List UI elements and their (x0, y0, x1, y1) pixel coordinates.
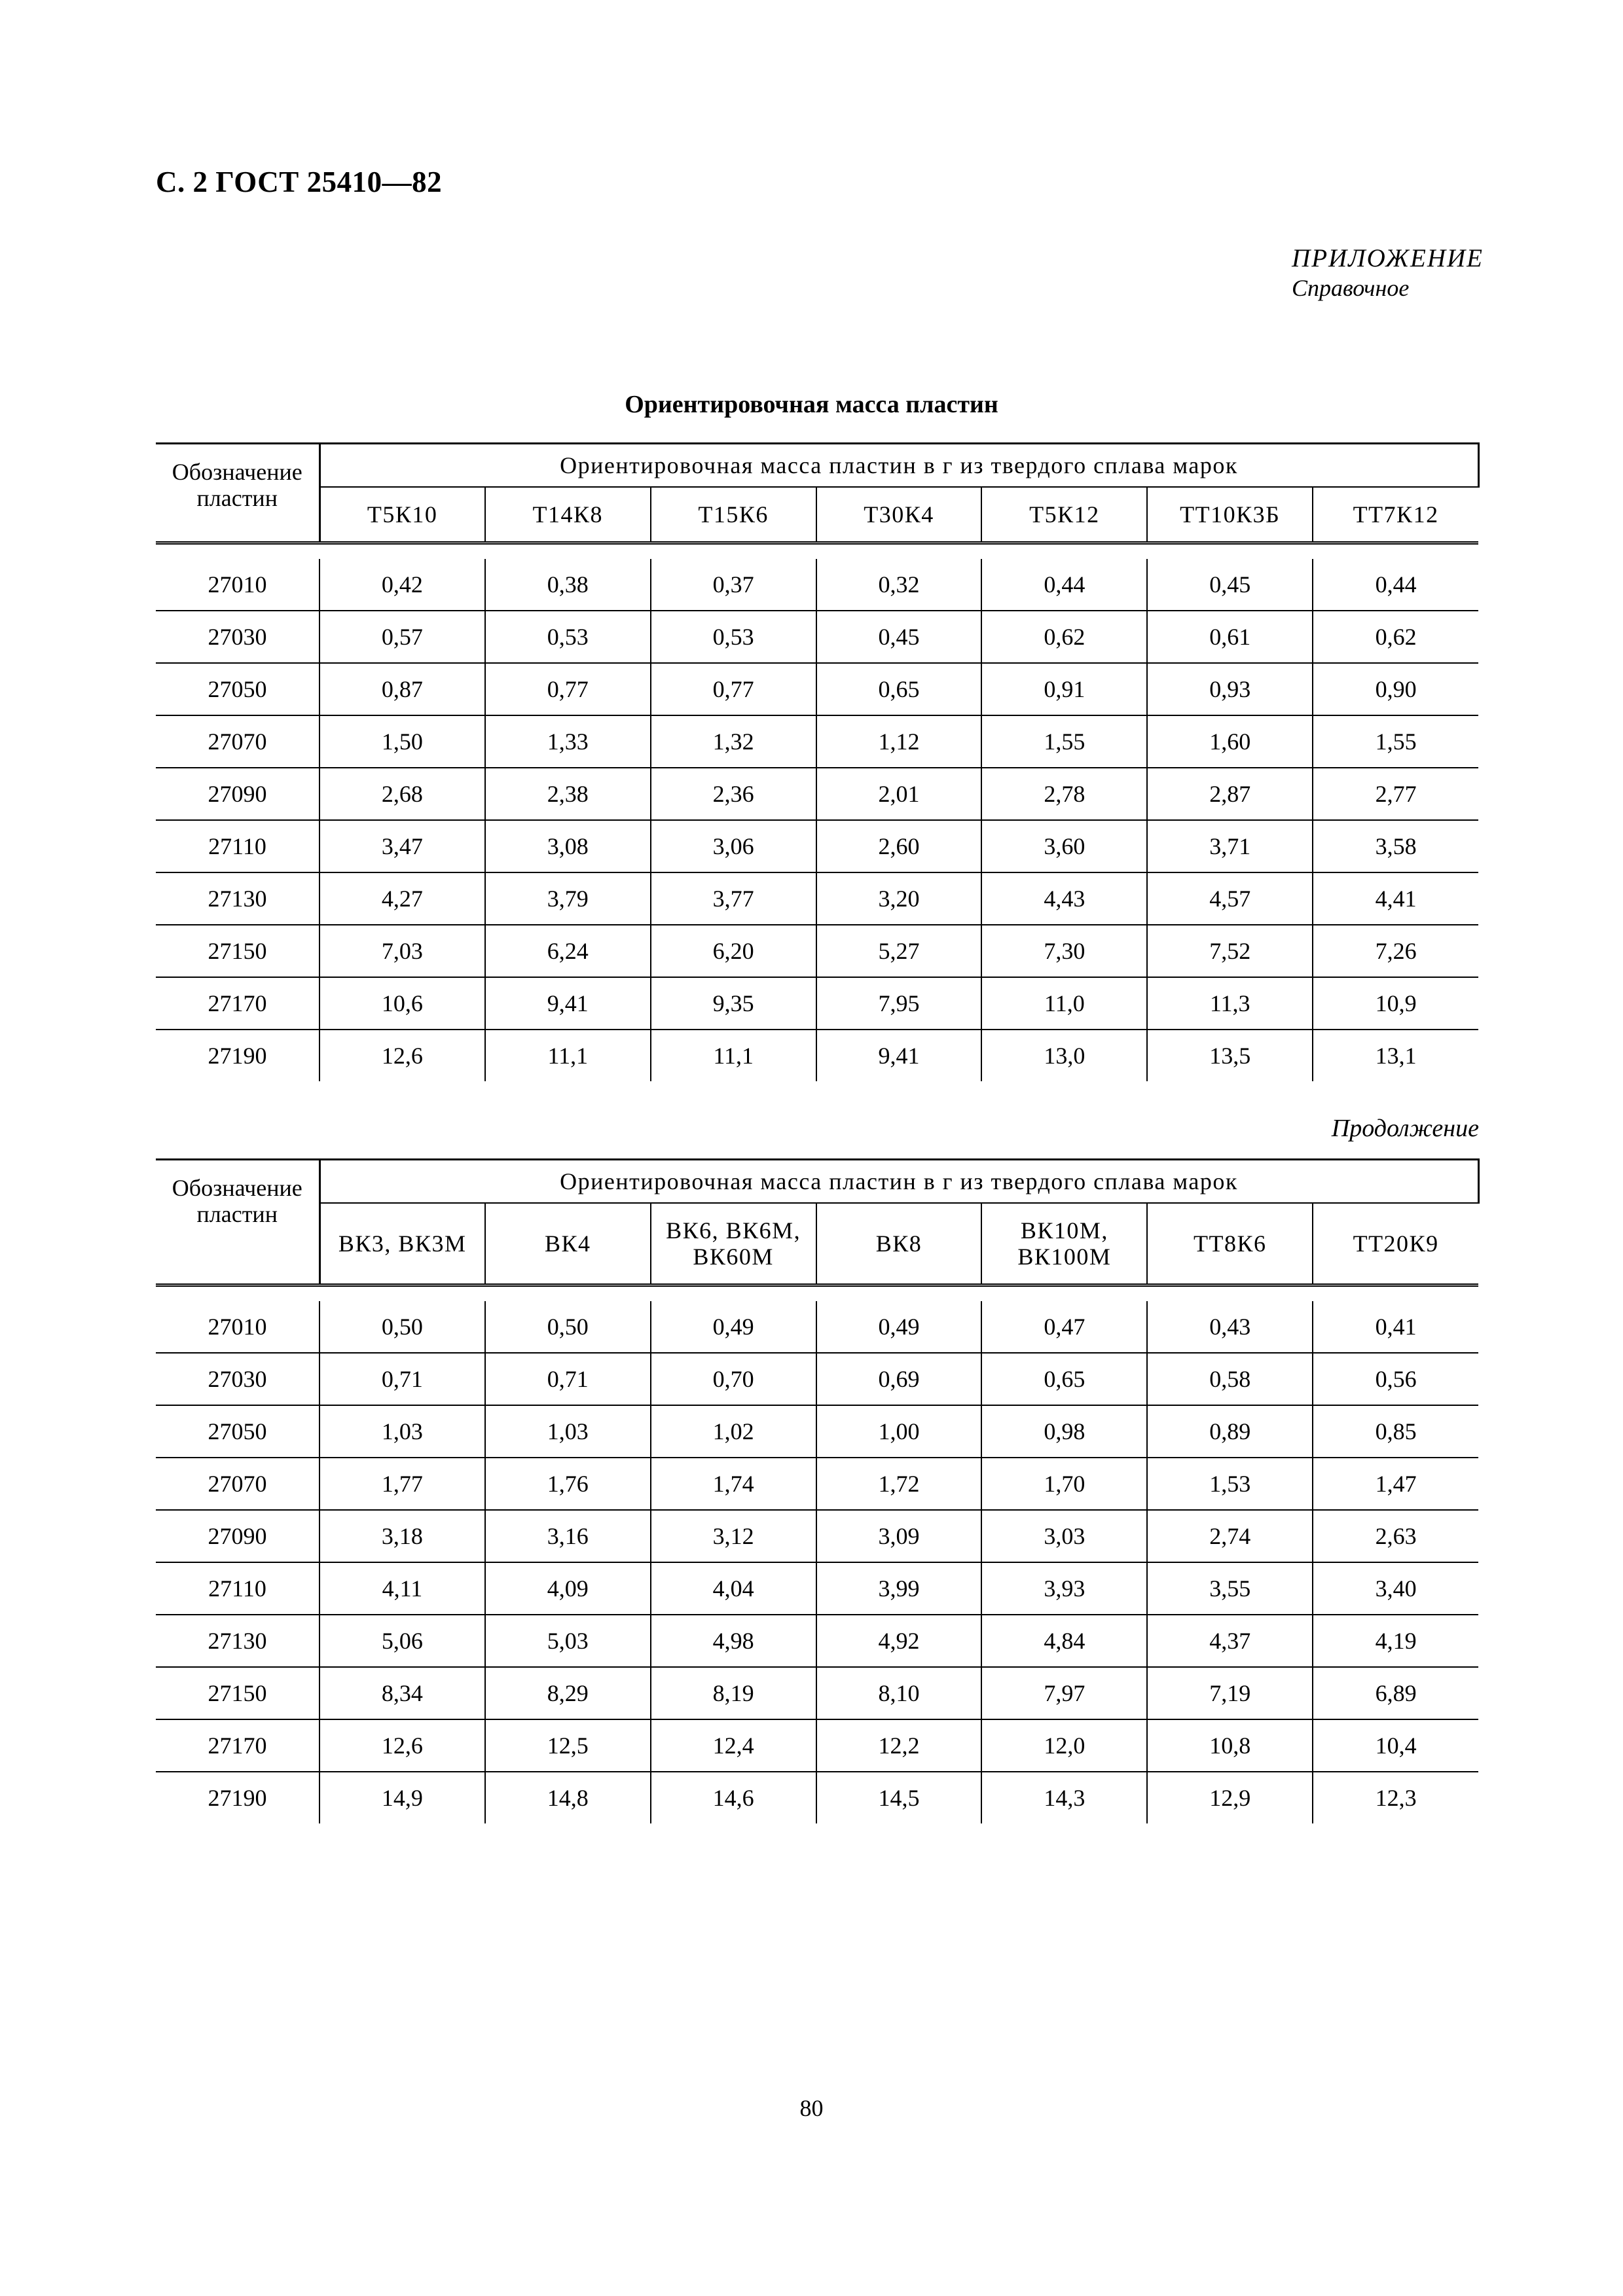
table-row (156, 768, 1478, 820)
grade-header-cell: Т5К10 (319, 487, 485, 543)
grade-header-cell: ВК4 (485, 1203, 651, 1285)
mass-value-cell: 3,03 (981, 1510, 1147, 1562)
mass-value-cell: 0,62 (981, 611, 1147, 663)
mass-value-cell: 7,30 (981, 925, 1147, 977)
mass-value-cell: 3,77 (651, 872, 816, 925)
mass-value-cell: 3,06 (651, 820, 816, 872)
mass-value-cell: 10,9 (1313, 977, 1478, 1030)
mass-value-cell: 3,60 (981, 820, 1147, 872)
group-header: Ориентировочная масса пластин в г из твердого сплава марок (319, 1160, 1478, 1204)
mass-value-cell: 2,74 (1147, 1510, 1313, 1562)
mass-value-cell: 12,4 (651, 1719, 816, 1772)
mass-value-cell: 0,77 (485, 663, 651, 715)
mass-value-cell: 10,8 (1147, 1719, 1313, 1772)
mass-value-cell: 14,3 (981, 1772, 1147, 1823)
table-row (156, 872, 1478, 925)
mass-value-cell: 4,11 (319, 1562, 485, 1615)
mass-value-cell: 2,38 (485, 768, 651, 820)
mass-value-cell: 7,97 (981, 1667, 1147, 1719)
grades-header-row (156, 487, 1478, 543)
mass-table-2 (156, 1158, 1480, 1823)
mass-value-cell: 4,27 (319, 872, 485, 925)
mass-value-cell: 9,41 (485, 977, 651, 1030)
mass-value-cell: 0,45 (816, 611, 982, 663)
table-title: Ориентировочная масса пластин (625, 391, 998, 418)
mass-value-cell: 1,72 (816, 1458, 982, 1510)
mass-value-cell: 0,32 (816, 559, 982, 611)
table-row (156, 1772, 1478, 1823)
mass-value-cell: 0,50 (319, 1301, 485, 1353)
mass-value-cell: 1,12 (816, 715, 982, 768)
page-number: 80 (799, 2095, 824, 2121)
mass-value-cell: 3,16 (485, 1510, 651, 1562)
grade-header-cell: ТТ7К12 (1313, 487, 1478, 543)
designation-cell: 27110 (156, 820, 319, 872)
grade-header-cell: Т5К12 (981, 487, 1147, 543)
designation-cell: 27170 (156, 1719, 319, 1772)
mass-value-cell: 4,43 (981, 872, 1147, 925)
mass-value-cell: 14,9 (319, 1772, 485, 1823)
table-row (156, 1458, 1478, 1510)
mass-value-cell: 0,37 (651, 559, 816, 611)
mass-value-cell: 3,79 (485, 872, 651, 925)
mass-value-cell: 0,85 (1313, 1405, 1478, 1458)
designation-cell: 27110 (156, 1562, 319, 1615)
mass-value-cell: 2,68 (319, 768, 485, 820)
mass-value-cell: 0,93 (1147, 663, 1313, 715)
table-body (156, 1285, 1478, 1824)
designation-cell: 27070 (156, 715, 319, 768)
mass-value-cell: 0,49 (816, 1301, 982, 1353)
grade-header-cell: Т15К6 (651, 487, 816, 543)
mass-value-cell: 4,98 (651, 1615, 816, 1667)
designation-header: Обозначение пластин (156, 1160, 319, 1285)
mass-value-cell: 1,74 (651, 1458, 816, 1510)
mass-value-cell: 3,08 (485, 820, 651, 872)
mass-value-cell: 1,50 (319, 715, 485, 768)
mass-value-cell: 4,41 (1313, 872, 1478, 925)
mass-value-cell: 0,50 (485, 1301, 651, 1353)
mass-value-cell: 1,47 (1313, 1458, 1478, 1510)
mass-value-cell: 1,76 (485, 1458, 651, 1510)
grade-header-cell: ТТ20К9 (1313, 1203, 1478, 1285)
table-row (156, 663, 1478, 715)
mass-value-cell: 0,65 (981, 1353, 1147, 1405)
mass-value-cell: 2,01 (816, 768, 982, 820)
table-row (156, 1301, 1478, 1353)
table-row (156, 1353, 1478, 1405)
grade-header-cell: ТТ8К6 (1147, 1203, 1313, 1285)
mass-value-cell: 11,1 (651, 1030, 816, 1081)
mass-value-cell: 0,44 (1313, 559, 1478, 611)
designation-cell: 27050 (156, 1405, 319, 1458)
appendix-sublabel: Справочное (1292, 275, 1410, 301)
designation-cell: 27190 (156, 1030, 319, 1081)
mass-value-cell: 4,57 (1147, 872, 1313, 925)
table-row (156, 925, 1478, 977)
table-row (156, 611, 1478, 663)
mass-value-cell: 12,5 (485, 1719, 651, 1772)
mass-value-cell: 0,43 (1147, 1301, 1313, 1353)
mass-value-cell: 2,87 (1147, 768, 1313, 820)
mass-value-cell: 3,55 (1147, 1562, 1313, 1615)
table-row (156, 1667, 1478, 1719)
mass-value-cell: 8,19 (651, 1667, 816, 1719)
mass-value-cell: 2,77 (1313, 768, 1478, 820)
designation-cell: 27050 (156, 663, 319, 715)
mass-value-cell: 0,87 (319, 663, 485, 715)
mass-value-cell: 12,6 (319, 1030, 485, 1081)
mass-value-cell: 0,77 (651, 663, 816, 715)
designation-cell: 27070 (156, 1458, 319, 1510)
grade-header-cell: ВК6, ВК6М, ВК60М (651, 1203, 816, 1285)
mass-value-cell: 1,53 (1147, 1458, 1313, 1510)
mass-value-cell: 9,35 (651, 977, 816, 1030)
table-row (156, 820, 1478, 872)
appendix-label: ПРИЛОЖЕНИЕ (1292, 244, 1484, 272)
mass-value-cell: 1,70 (981, 1458, 1147, 1510)
mass-value-cell: 0,65 (816, 663, 982, 715)
mass-value-cell: 9,41 (816, 1030, 982, 1081)
mass-value-cell: 3,12 (651, 1510, 816, 1562)
mass-value-cell: 0,56 (1313, 1353, 1478, 1405)
table-row (156, 1615, 1478, 1667)
mass-value-cell: 4,09 (485, 1562, 651, 1615)
mass-value-cell: 3,93 (981, 1562, 1147, 1615)
mass-value-cell: 2,60 (816, 820, 982, 872)
mass-value-cell: 0,38 (485, 559, 651, 611)
mass-value-cell: 0,71 (485, 1353, 651, 1405)
mass-value-cell: 11,3 (1147, 977, 1313, 1030)
table-row (156, 715, 1478, 768)
grade-header-cell: Т30К4 (816, 487, 982, 543)
mass-value-cell: 0,69 (816, 1353, 982, 1405)
mass-value-cell: 0,53 (485, 611, 651, 663)
designation-header: Обозначение пластин (156, 444, 319, 543)
mass-value-cell: 10,4 (1313, 1719, 1478, 1772)
designation-cell: 27130 (156, 1615, 319, 1667)
mass-value-cell: 13,5 (1147, 1030, 1313, 1081)
mass-value-cell: 3,47 (319, 820, 485, 872)
mass-value-cell: 12,3 (1313, 1772, 1478, 1823)
mass-value-cell: 3,58 (1313, 820, 1478, 872)
mass-value-cell: 0,57 (319, 611, 485, 663)
mass-value-cell: 2,63 (1313, 1510, 1478, 1562)
designation-cell: 27090 (156, 768, 319, 820)
grade-header-cell: ТТ10К3Б (1147, 487, 1313, 543)
designation-cell: 27090 (156, 1510, 319, 1562)
designation-cell: 27150 (156, 1667, 319, 1719)
mass-value-cell: 4,92 (816, 1615, 982, 1667)
grade-header-cell: Т14К8 (485, 487, 651, 543)
mass-value-cell: 5,06 (319, 1615, 485, 1667)
mass-value-cell: 0,61 (1147, 611, 1313, 663)
table-row (156, 977, 1478, 1030)
mass-value-cell: 3,09 (816, 1510, 982, 1562)
mass-value-cell: 14,5 (816, 1772, 982, 1823)
mass-value-cell: 4,04 (651, 1562, 816, 1615)
mass-value-cell: 2,78 (981, 768, 1147, 820)
mass-value-cell: 14,8 (485, 1772, 651, 1823)
mass-value-cell: 8,10 (816, 1667, 982, 1719)
designation-cell: 27030 (156, 611, 319, 663)
mass-value-cell: 13,0 (981, 1030, 1147, 1081)
mass-value-cell: 0,45 (1147, 559, 1313, 611)
mass-value-cell: 5,27 (816, 925, 982, 977)
mass-value-cell: 3,99 (816, 1562, 982, 1615)
mass-value-cell: 1,60 (1147, 715, 1313, 768)
grade-header-cell: ВК10М, ВК100М (981, 1203, 1147, 1285)
grade-header-cell: ВК8 (816, 1203, 982, 1285)
header-separator (156, 543, 1478, 560)
mass-value-cell: 1,02 (651, 1405, 816, 1458)
mass-value-cell: 6,89 (1313, 1667, 1478, 1719)
mass-value-cell: 8,34 (319, 1667, 485, 1719)
mass-value-cell: 8,29 (485, 1667, 651, 1719)
mass-value-cell: 7,52 (1147, 925, 1313, 977)
mass-value-cell: 1,03 (319, 1405, 485, 1458)
mass-value-cell: 3,71 (1147, 820, 1313, 872)
designation-cell: 27130 (156, 872, 319, 925)
mass-value-cell: 6,24 (485, 925, 651, 977)
mass-value-cell: 4,37 (1147, 1615, 1313, 1667)
mass-value-cell: 1,32 (651, 715, 816, 768)
mass-value-cell: 4,19 (1313, 1615, 1478, 1667)
mass-value-cell: 12,6 (319, 1719, 485, 1772)
mass-value-cell: 1,55 (981, 715, 1147, 768)
mass-value-cell: 3,20 (816, 872, 982, 925)
header-separator (156, 1285, 1478, 1302)
mass-value-cell: 1,77 (319, 1458, 485, 1510)
mass-value-cell: 11,1 (485, 1030, 651, 1081)
mass-value-cell: 13,1 (1313, 1030, 1478, 1081)
mass-value-cell: 6,20 (651, 925, 816, 977)
designation-cell: 27010 (208, 1314, 267, 1340)
table-row (156, 1562, 1478, 1615)
mass-value-cell: 0,90 (1313, 663, 1478, 715)
mass-value-cell: 0,41 (1313, 1301, 1478, 1353)
designation-cell: 27190 (156, 1772, 319, 1823)
table-row (156, 1030, 1478, 1081)
mass-value-cell: 4,84 (981, 1615, 1147, 1667)
table-body (156, 543, 1478, 1082)
designation-cell: 27030 (156, 1353, 319, 1405)
table-row (156, 1405, 1478, 1458)
appendix-label-block (1292, 243, 1484, 302)
mass-value-cell: 0,58 (1147, 1353, 1313, 1405)
mass-value-cell: 0,47 (981, 1301, 1147, 1353)
mass-value-cell: 2,36 (651, 768, 816, 820)
table-row (156, 1510, 1478, 1562)
mass-value-cell: 1,03 (485, 1405, 651, 1458)
mass-value-cell: 3,18 (319, 1510, 485, 1562)
mass-value-cell: 0,62 (1313, 611, 1478, 663)
mass-value-cell: 0,89 (1147, 1405, 1313, 1458)
mass-value-cell: 11,0 (981, 977, 1147, 1030)
mass-value-cell: 12,9 (1147, 1772, 1313, 1823)
table-row (156, 1719, 1478, 1772)
mass-value-cell: 12,0 (981, 1719, 1147, 1772)
designation-cell: 27170 (156, 977, 319, 1030)
grade-header-cell: ВК3, ВК3М (319, 1203, 485, 1285)
mass-value-cell: 0,53 (651, 611, 816, 663)
mass-value-cell: 1,00 (816, 1405, 982, 1458)
page-header-title: С. 2 ГОСТ 25410—82 (156, 166, 443, 198)
designation-cell: 27150 (156, 925, 319, 977)
mass-value-cell: 0,91 (981, 663, 1147, 715)
designation-cell: 27010 (208, 571, 267, 598)
mass-value-cell: 14,6 (651, 1772, 816, 1823)
mass-value-cell: 7,03 (319, 925, 485, 977)
mass-value-cell: 0,70 (651, 1353, 816, 1405)
mass-value-cell: 0,98 (981, 1405, 1147, 1458)
mass-table-1 (156, 442, 1480, 1081)
grades-header-row (156, 1203, 1478, 1285)
mass-value-cell: 1,55 (1313, 715, 1478, 768)
mass-value-cell: 0,71 (319, 1353, 485, 1405)
mass-value-cell: 12,2 (816, 1719, 982, 1772)
mass-value-cell: 5,03 (485, 1615, 651, 1667)
mass-value-cell: 0,42 (319, 559, 485, 611)
mass-value-cell: 7,26 (1313, 925, 1478, 977)
table-row (156, 559, 1478, 611)
mass-value-cell: 7,95 (816, 977, 982, 1030)
group-header: Ориентировочная масса пластин в г из твердого сплава марок (319, 444, 1478, 488)
mass-value-cell: 0,49 (651, 1301, 816, 1353)
mass-value-cell: 7,19 (1147, 1667, 1313, 1719)
continuation-label: Продолжение (1331, 1115, 1479, 1142)
mass-value-cell: 10,6 (319, 977, 485, 1030)
mass-value-cell: 0,44 (981, 559, 1147, 611)
mass-value-cell: 3,40 (1313, 1562, 1478, 1615)
mass-value-cell: 1,33 (485, 715, 651, 768)
